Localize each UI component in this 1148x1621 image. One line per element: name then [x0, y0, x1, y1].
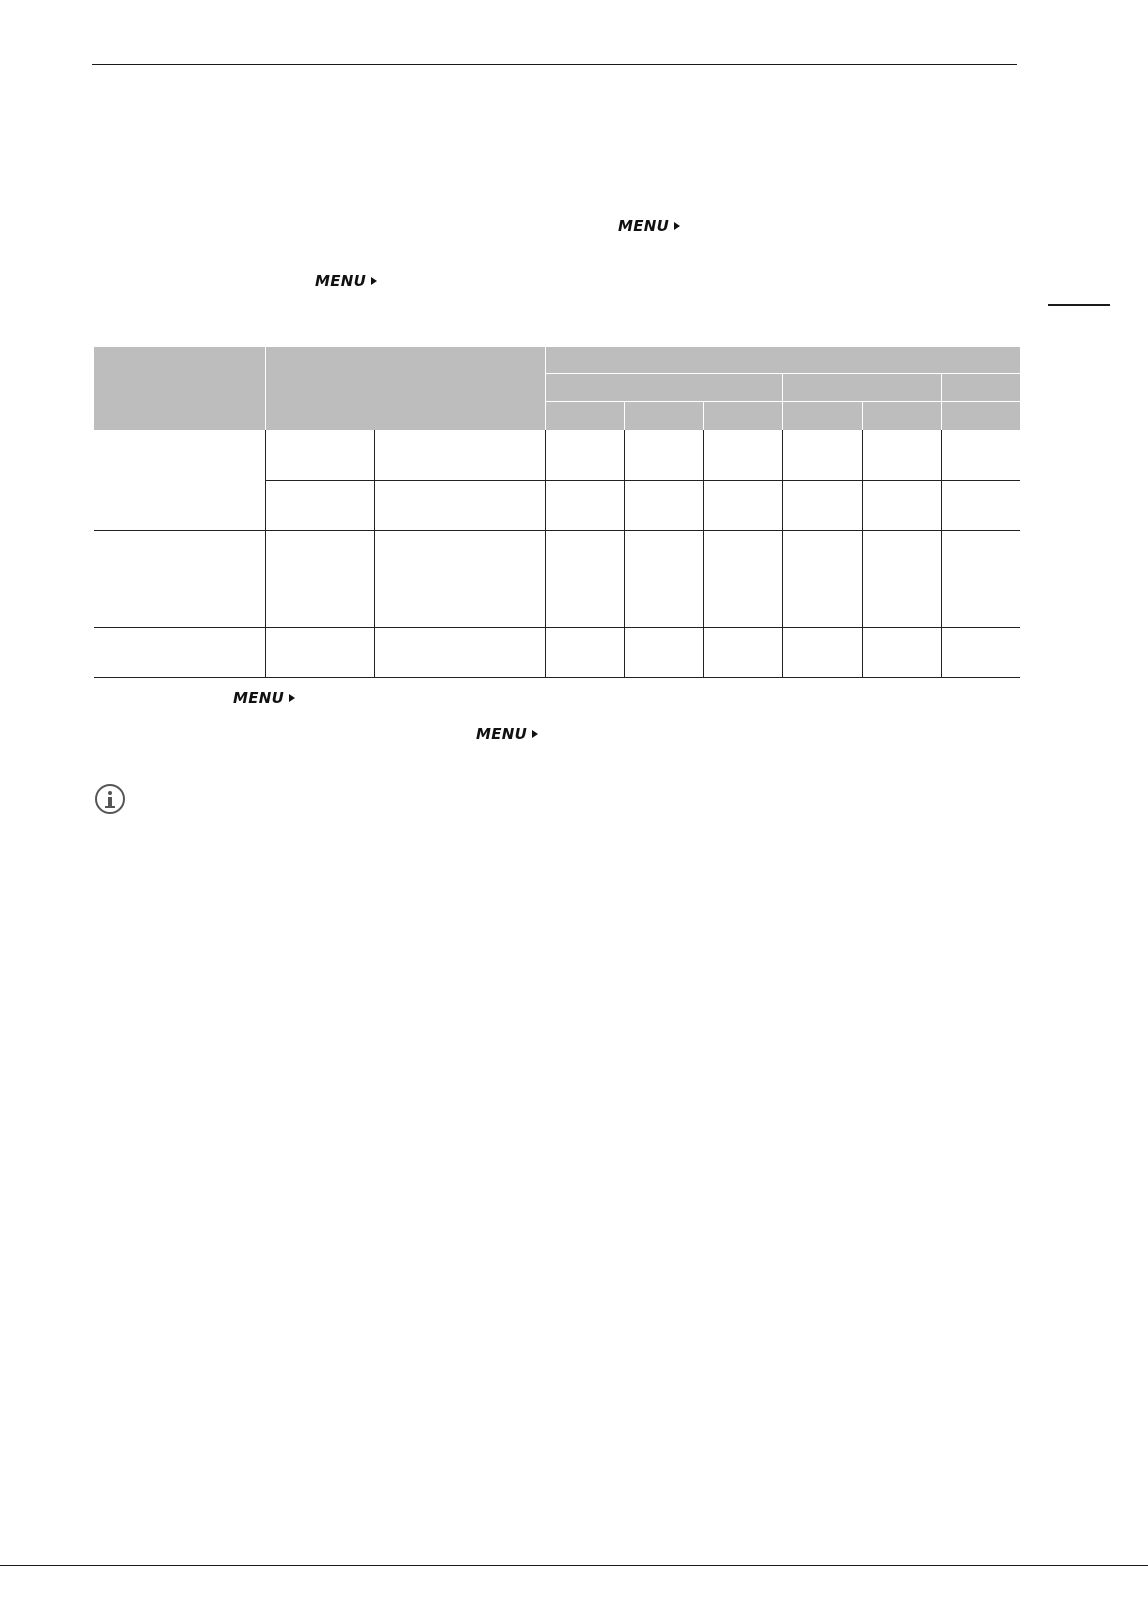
- table-grid-line: [94, 627, 1020, 628]
- menu-label: MENU: [476, 725, 528, 743]
- triangle-right-icon: [674, 222, 680, 230]
- table-grid-line: [265, 430, 266, 677]
- header-sep: [941, 374, 942, 430]
- table-header-cell-1: [94, 347, 265, 430]
- header-sep: [862, 402, 863, 430]
- table-grid-line: [862, 430, 863, 677]
- chapter-tab-marker: [1048, 304, 1110, 306]
- menu-reference-4: [476, 725, 538, 743]
- header-sep: [545, 347, 546, 430]
- table-grid-line: [624, 430, 625, 677]
- triangle-right-icon: [371, 277, 377, 285]
- info-circle-icon: [95, 784, 125, 814]
- header-sep: [546, 373, 1020, 374]
- table-grid-line: [703, 430, 704, 677]
- menu-label: MENU: [233, 689, 285, 707]
- header-sep: [782, 374, 783, 430]
- header-sep: [265, 347, 266, 430]
- table-header-cell-2: [266, 347, 545, 430]
- page-header-rule: [92, 64, 1017, 65]
- menu-reference-1: [618, 217, 680, 235]
- page-footer-rule: [0, 1565, 1148, 1566]
- menu-reference-3: [233, 689, 295, 707]
- header-sep: [546, 401, 1020, 402]
- header-sep: [703, 402, 704, 430]
- triangle-right-icon: [532, 730, 538, 738]
- menu-reference-2: [315, 272, 377, 290]
- menu-label: MENU: [618, 217, 670, 235]
- triangle-right-icon: [289, 694, 295, 702]
- table-grid-line: [545, 430, 546, 677]
- table-header-cell-group: [546, 347, 1020, 430]
- table-grid-line: [782, 430, 783, 677]
- table-grid-line: [374, 430, 375, 677]
- table-grid-line: [94, 530, 1020, 531]
- menu-label: MENU: [315, 272, 367, 290]
- table-bottom-rule: [94, 677, 1020, 678]
- header-sep: [624, 402, 625, 430]
- table-grid-line: [265, 480, 1020, 481]
- table-grid-line: [941, 430, 942, 677]
